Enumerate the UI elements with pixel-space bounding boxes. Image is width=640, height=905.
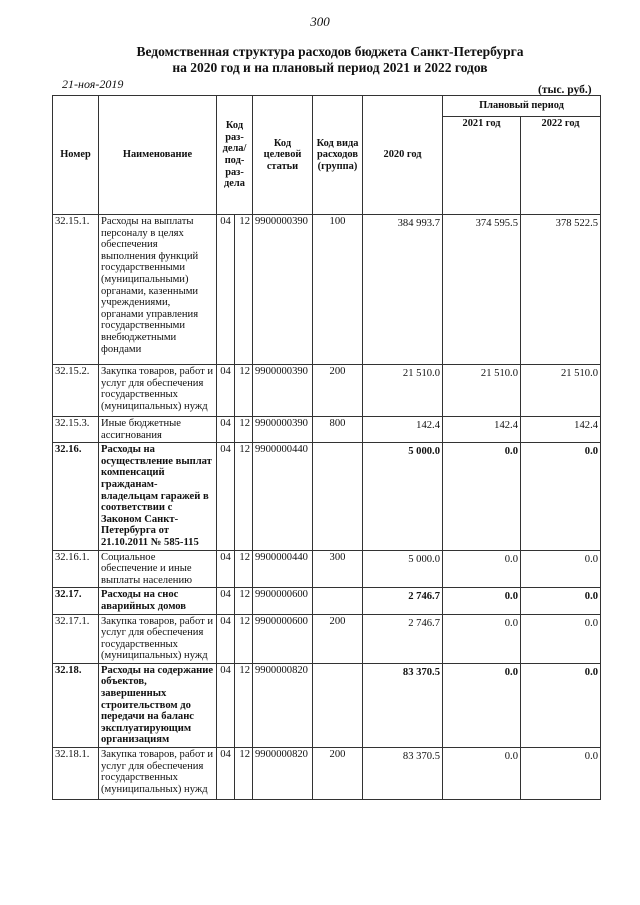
row-target-code: 9900000440 [253,550,313,588]
row-section: 04 [217,215,235,365]
header-2020: 2020 год [363,96,443,215]
row-section: 04 [217,550,235,588]
table-row [53,588,601,614]
row-name: Закупка товаров, работ и услуг для обеспечения государственных (муниципальных) нужд [99,748,217,800]
row-number: 32.18.1. [53,748,99,800]
row-value-2021: 0.0 [443,663,521,747]
row-value-2022: 0.0 [521,748,601,800]
row-number: 32.16.1. [53,550,99,588]
row-subsection: 12 [235,614,253,663]
table-row [53,417,601,443]
row-number: 32.17.1. [53,614,99,663]
row-value-2020: 2 746.7 [363,614,443,663]
units-label: (тыс. руб.) [538,84,592,96]
row-subsection: 12 [235,588,253,614]
row-value-2020: 83 370.5 [363,663,443,747]
row-subsection: 12 [235,417,253,443]
row-value-2021: 0.0 [443,614,521,663]
row-value-2022: 0.0 [521,443,601,550]
row-value-2021: 0.0 [443,550,521,588]
header-type: Код вида расходов (группа) [313,96,363,215]
title-line-2: на 2020 год и на плановый период 2021 и 2022 годов [172,60,488,75]
row-name: Расходы на снос аварийных домов [99,588,217,614]
row-section: 04 [217,417,235,443]
row-name: Расходы на выплаты персоналу в целях обеспечения выполнения функций государственными (муниципальными) органами, казенными учреждениями, органами управления государственными внебюджетными фондами [99,215,217,365]
table-row [53,365,601,417]
row-subsection: 12 [235,550,253,588]
row-value-2022: 0.0 [521,614,601,663]
row-target-code: 9900000390 [253,417,313,443]
row-section: 04 [217,443,235,550]
row-expense-type [313,443,363,550]
row-expense-type [313,588,363,614]
row-target-code: 9900000440 [253,443,313,550]
header-section: Код раз- дела/ под- раз- дела [217,96,253,215]
row-value-2020: 83 370.5 [363,748,443,800]
row-expense-type: 200 [313,614,363,663]
row-section: 04 [217,365,235,417]
row-value-2020: 142.4 [363,417,443,443]
row-target-code: 9900000390 [253,215,313,365]
row-value-2020: 384 993.7 [363,215,443,365]
header-2022: 2022 год [521,116,601,214]
row-value-2020: 5 000.0 [363,443,443,550]
row-expense-type: 200 [313,365,363,417]
row-subsection: 12 [235,748,253,800]
row-value-2022: 378 522.5 [521,215,601,365]
row-section: 04 [217,663,235,747]
row-name: Иные бюджетные ассигнования [99,417,217,443]
row-value-2021: 374 595.5 [443,215,521,365]
row-value-2022: 0.0 [521,550,601,588]
row-value-2022: 142.4 [521,417,601,443]
row-expense-type [313,663,363,747]
document-title [60,44,600,76]
table-row [53,443,601,550]
header-2021: 2021 год [443,116,521,214]
row-section: 04 [217,588,235,614]
row-value-2020: 2 746.7 [363,588,443,614]
row-target-code: 9900000600 [253,588,313,614]
row-subsection: 12 [235,443,253,550]
row-expense-type: 100 [313,215,363,365]
row-value-2021: 0.0 [443,443,521,550]
row-target-code: 9900000820 [253,748,313,800]
row-number: 32.15.1. [53,215,99,365]
row-subsection: 12 [235,215,253,365]
row-number: 32.15.2. [53,365,99,417]
row-expense-type: 200 [313,748,363,800]
row-value-2020: 5 000.0 [363,550,443,588]
page-number: 300 [310,14,330,29]
row-target-code: 9900000820 [253,663,313,747]
title-line-1: Ведомственная структура расходов бюджета Санкт-Петербурга [136,44,524,59]
row-target-code: 9900000600 [253,614,313,663]
row-section: 04 [217,614,235,663]
header-planned: Плановый период [443,96,601,117]
expenditure-table [52,95,601,800]
header-target: Код целевой статьи [253,96,313,215]
row-expense-type: 300 [313,550,363,588]
row-number: 32.15.3. [53,417,99,443]
row-value-2021: 0.0 [443,748,521,800]
row-value-2022: 0.0 [521,663,601,747]
row-name: Закупка товаров, работ и услуг для обеспечения государственных (муниципальных) нужд [99,365,217,417]
table-row [53,550,601,588]
row-target-code: 9900000390 [253,365,313,417]
row-value-2021: 0.0 [443,588,521,614]
table-row [53,748,601,800]
row-name: Закупка товаров, работ и услуг для обеспечения государственных (муниципальных) нужд [99,614,217,663]
row-name: Расходы на содержание объектов, завершенных строительством до передачи на баланс эксплуатирующим организациям [99,663,217,747]
row-value-2022: 21 510.0 [521,365,601,417]
header-name: Наименование [99,96,217,215]
table-row [53,614,601,663]
table-row [53,663,601,747]
row-value-2020: 21 510.0 [363,365,443,417]
header-number: Номер [53,96,99,215]
row-expense-type: 800 [313,417,363,443]
row-subsection: 12 [235,663,253,747]
row-subsection: 12 [235,365,253,417]
row-value-2022: 0.0 [521,588,601,614]
row-number: 32.17. [53,588,99,614]
row-value-2021: 21 510.0 [443,365,521,417]
document-date: 21-ноя-2019 [62,77,124,91]
row-value-2021: 142.4 [443,417,521,443]
row-section: 04 [217,748,235,800]
row-name: Социальное обеспечение и иные выплаты населению [99,550,217,588]
row-name: Расходы на осуществление выплат компенсаций гражданам-владельцам гаражей в соответствии с Законом Санкт-Петербурга от 21.10.2011 № 585-115 [99,443,217,550]
row-number: 32.18. [53,663,99,747]
row-number: 32.16. [53,443,99,550]
table-row [53,215,601,365]
